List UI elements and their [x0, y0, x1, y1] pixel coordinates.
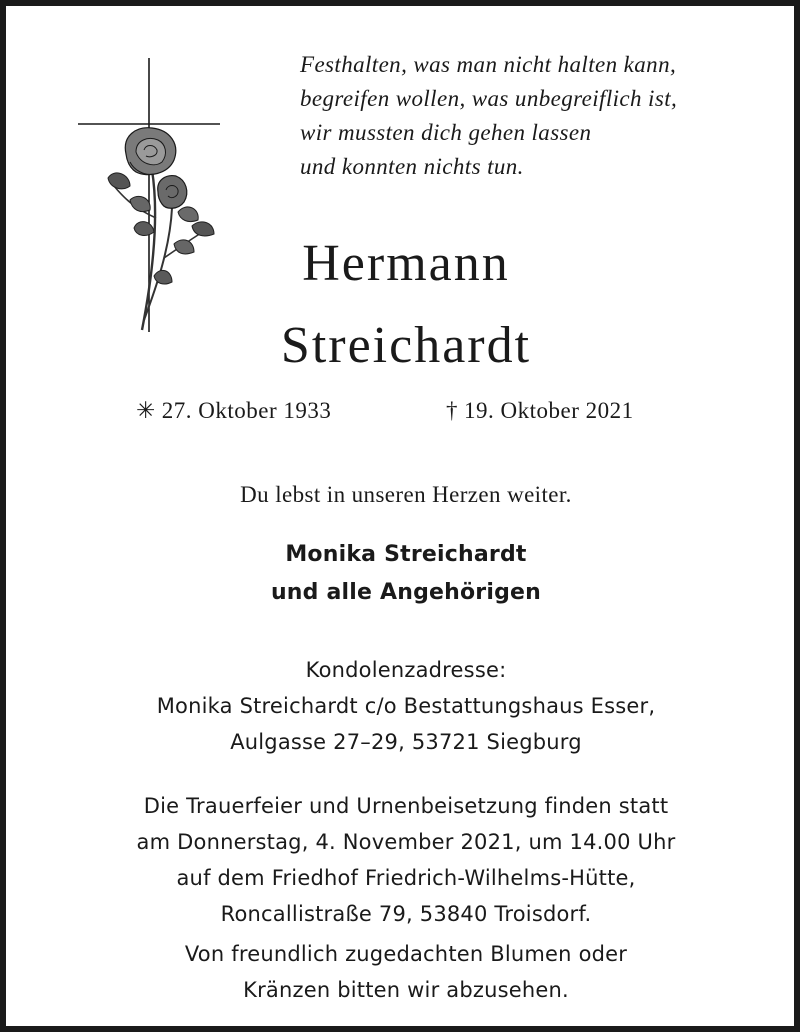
death-date: 19. Oktober 2021	[464, 398, 634, 423]
condolence-line: Aulgasse 27–29, 53721 Siegburg	[230, 730, 582, 754]
ceremony-line: Die Trauerfeier und Urnenbeisetzung finden statt	[143, 794, 669, 818]
rose-blossom	[125, 128, 175, 175]
rose-leaf	[108, 173, 130, 189]
rose-bud	[158, 176, 187, 209]
poem-line: begreifen wollen, was unbegreiflich ist,	[300, 86, 678, 111]
ceremony-line: auf dem Friedhof Friedrich-Wilhelms-Hütte,	[176, 866, 636, 890]
flowers-note	[6, 936, 800, 1008]
signers	[6, 536, 800, 612]
condolence-line: Monika Streichardt c/o Bestattungshaus Esser,	[156, 694, 656, 718]
poem-line: Festhalten, was man nicht halten kann,	[300, 52, 677, 77]
birth-date: 27. Oktober 1933	[161, 398, 332, 423]
signer-line: und alle Angehörigen	[270, 580, 542, 605]
poem-line: wir mussten dich gehen lassen	[300, 120, 592, 145]
deceased-last-name: Streichardt	[280, 317, 532, 374]
death-cross-icon: †	[446, 398, 458, 423]
flowers-line: Kränzen bitten wir abzusehen.	[243, 978, 569, 1002]
signer-line: Monika Streichardt	[285, 542, 527, 567]
deceased-first-name: Hermann	[302, 235, 510, 292]
rose-leaf	[178, 207, 198, 222]
cross-with-rose-icon	[74, 58, 224, 338]
ceremony-info	[6, 788, 800, 932]
ceremony-line: Roncallistraße 79, 53840 Troisdorf.	[220, 902, 592, 926]
motto	[6, 482, 800, 508]
flowers-line: Von freundlich zugedachten Blumen oder	[184, 942, 628, 966]
motto-text: Du lebst in unseren Herzen weiter.	[240, 482, 572, 507]
death-date-line	[446, 398, 634, 424]
condolence-heading: Kondolenzadresse:	[305, 658, 507, 682]
condolence-address	[6, 652, 800, 760]
birth-star-icon: ✳	[136, 398, 156, 423]
birth-date-line	[136, 398, 331, 424]
ceremony-line: am Donnerstag, 4. November 2021, um 14.00 Uhr	[136, 830, 676, 854]
rose-leaf	[130, 196, 150, 211]
poem-line: und konnten nichts tun.	[300, 154, 524, 179]
poem	[300, 48, 780, 184]
